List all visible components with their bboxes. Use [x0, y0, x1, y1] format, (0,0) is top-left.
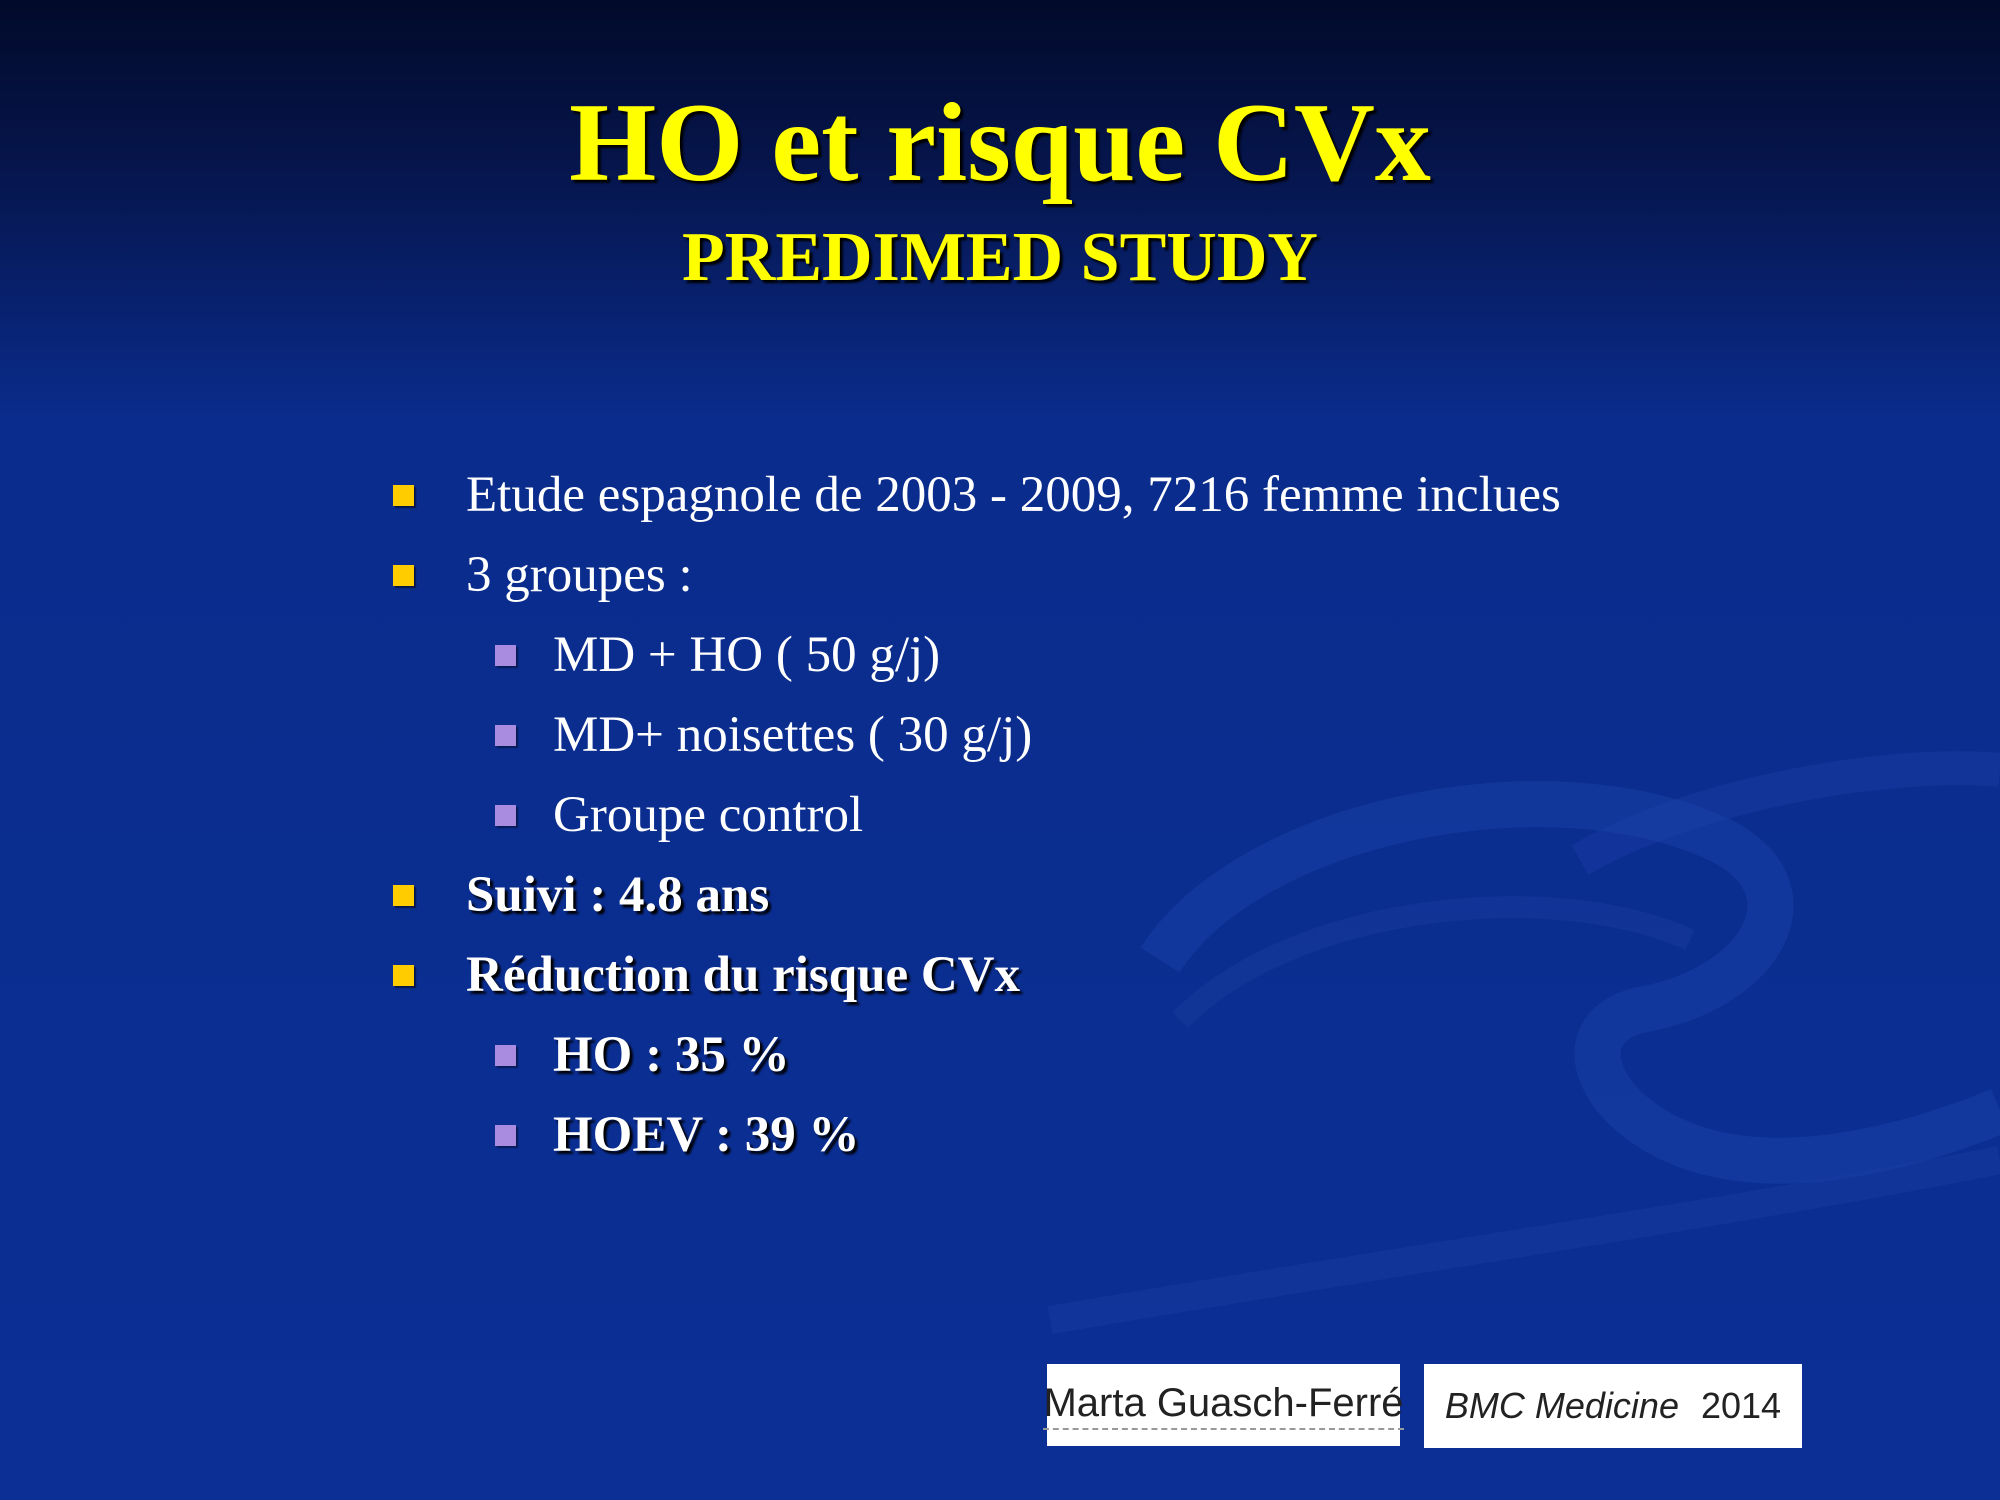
- reference-author: [1043, 1364, 1404, 1446]
- slide-title: HO et risque CVx: [569, 81, 1431, 205]
- bullet-text: MD+ noisettes ( 30 g/j): [553, 707, 1033, 763]
- bullet-text: 3 groupes :: [466, 547, 693, 603]
- bullet-text: Etude espagnole de 2003 - 2009, 7216 femme inclues: [466, 467, 1561, 523]
- square-bullet-icon: [393, 965, 414, 986]
- bullet-text: Réduction du risque CVx: [466, 947, 1021, 1003]
- bullet-text: HO : 35 %: [553, 1027, 790, 1083]
- reference-journal: [1424, 1364, 1802, 1448]
- author-name: Marta Guasch-Ferré: [1043, 1381, 1403, 1430]
- journal-year: 2014: [1700, 1385, 1782, 1426]
- square-bullet-icon: [393, 565, 414, 586]
- square-bullet-icon: [495, 1045, 516, 1066]
- square-bullet-icon: [393, 485, 414, 506]
- square-bullet-icon: [495, 805, 516, 826]
- square-bullet-icon: [495, 645, 516, 666]
- square-bullet-icon: [393, 885, 414, 906]
- bullet-text: MD + HO ( 50 g/j): [553, 627, 941, 683]
- square-bullet-icon: [495, 1125, 516, 1146]
- journal-name: BMC Medicine: [1444, 1385, 1679, 1426]
- bullet-text: Groupe control: [553, 787, 864, 843]
- bullet-text: Suivi : 4.8 ans: [466, 867, 770, 923]
- square-bullet-icon: [495, 725, 516, 746]
- slide-subtitle: PREDIMED STUDY: [682, 219, 1318, 296]
- bullet-text: HOEV : 39 %: [553, 1107, 860, 1163]
